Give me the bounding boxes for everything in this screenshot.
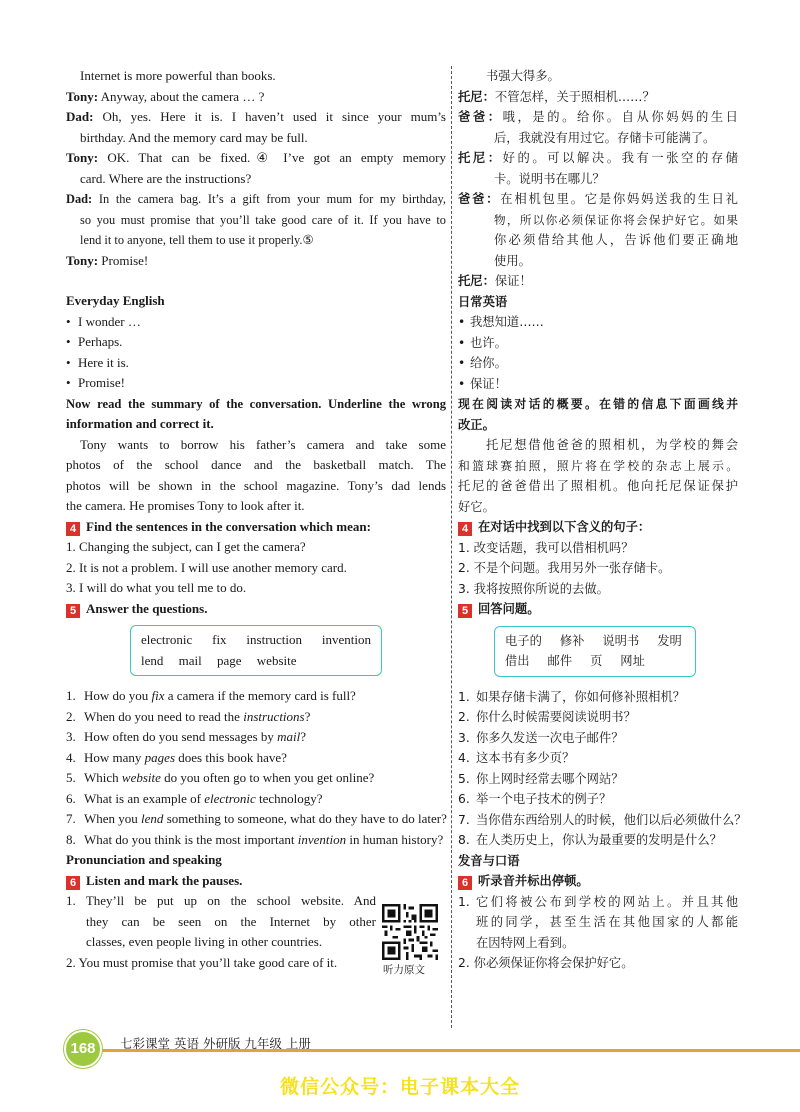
- question-list: [458, 687, 747, 851]
- dialogue-line: 托尼：保证！: [458, 274, 532, 288]
- summary-instruction: information and correct it.: [66, 416, 214, 431]
- question-item: 5. Which website do you often go to when you get online?: [66, 770, 375, 785]
- dialogue-line: 卡。说明书在哪儿？: [494, 171, 605, 186]
- question-item: 3. 你多久发送一次电子邮件？: [458, 730, 624, 745]
- chinese-column: [458, 66, 747, 974]
- dialogue-line: Dad: Oh, yes. Here it is. I haven’t used it since your mum’s: [66, 109, 446, 124]
- exercise-number-badge: 6: [458, 876, 472, 890]
- list-item: 1. They’ll be put up on the school website. And they can be seen on the Internet by other classes, even people living in other countries.: [66, 893, 376, 949]
- dialogue-line: 物，所以你必须保证你将会保护好它。如果: [494, 212, 738, 227]
- vocab-word: 邮件: [547, 654, 573, 668]
- dialogue-line: Tony: OK. That can be fixed.④ I’ve got an empty memory: [66, 150, 447, 165]
- exercise-6-heading: 6 听录音并标出停顿。: [458, 871, 738, 892]
- qr-code-icon[interactable]: [382, 904, 438, 960]
- speaker-tony: 托尼：: [458, 274, 495, 288]
- dialogue-line: Internet is more powerful than books.: [80, 68, 276, 83]
- vocab-word: 网址: [620, 654, 645, 668]
- vocabulary-box: [130, 625, 382, 676]
- pronunciation-heading: 发音与口语: [458, 853, 520, 868]
- dialogue-line: birthday. And the memory card may be full.: [80, 129, 308, 145]
- speaker-tony: Tony:: [66, 88, 99, 104]
- exercise-5-heading: 5 Answer the questions.: [66, 599, 446, 620]
- list-item: 2. It is not a problem. I will use another memory card.: [66, 559, 347, 575]
- exercise-number-badge: 5: [458, 604, 472, 618]
- english-column: [66, 66, 446, 973]
- exercise-5-heading: 5 回答问题。: [458, 599, 738, 620]
- exercise-number-badge: 4: [458, 522, 472, 536]
- vocab-word: electronic: [141, 632, 193, 647]
- speaker-tony: 托尼：: [458, 151, 503, 165]
- dialogue-line: 托尼：不管怎样，关于照相机……？: [458, 89, 655, 104]
- list-item: 2. You must promise that you’ll take good care of it.: [66, 954, 338, 970]
- dialogue-line: so you must promise that you’ll take good care of it. If you have to: [80, 212, 446, 227]
- question-item: 7. 当你借东西给别人的时候，他们以后必须做什么？: [458, 812, 747, 827]
- dialogue-line: 爸爸：哦，是的。给你。自从你妈妈的生日: [458, 110, 738, 124]
- column-divider: [451, 66, 452, 1028]
- everyday-list: [66, 312, 446, 394]
- speaker-dad: Dad:: [66, 109, 94, 124]
- summary-line: 托尼的爸爸借出了照相机。他向托尼保证保护: [458, 479, 738, 493]
- vocab-row: [141, 630, 371, 651]
- question-item: 3. How often do you send messages by mail?: [66, 729, 307, 744]
- question-item: 2. When do you need to read the instructions?: [66, 708, 311, 724]
- page-number: 168: [64, 1030, 102, 1068]
- exercise-4-heading: 4 Find the sentences in the conversation which mean:: [66, 517, 446, 538]
- speaker-dad: 爸爸：: [458, 192, 501, 206]
- question-item: 6. What is an example of electronic technology?: [66, 790, 323, 806]
- dialogue-line: 爸爸：在相机包里。它是你妈妈送我的生日礼: [458, 192, 738, 206]
- vocab-word: instruction: [246, 632, 303, 647]
- question-item: 1. How do you fix a camera if the memory card is full?: [66, 688, 356, 703]
- list-item: 3. 我将按照你所说的去做。: [458, 581, 609, 596]
- dialogue-line: 你必须借给其他人，告诉他们要正确地: [494, 233, 738, 247]
- vocab-row: [505, 631, 685, 652]
- vocab-word: 页: [590, 654, 603, 668]
- vocab-word: page: [217, 652, 242, 668]
- dialogue-line: 书强大得多。: [486, 69, 560, 83]
- dialogue: [66, 66, 446, 271]
- watermark: 微信公众号：电子课本大全: [279, 1076, 520, 1098]
- summary-line: photos of the school dance and the basketball match. The: [66, 457, 446, 472]
- pronunciation-heading: Pronunciation and speaking: [66, 852, 222, 867]
- list-item: • Here it is.: [66, 354, 129, 370]
- question-item: 8. 在人类历史上，你认为最重要的发明是什么？: [458, 833, 722, 847]
- vocab-word: 发明: [657, 633, 682, 648]
- question-item: 8. What do you think is the most important invention in human history?: [66, 831, 444, 847]
- list-item: 3. I will do what you tell me to do.: [66, 580, 247, 595]
- dialogue-line: 使用。: [494, 253, 531, 268]
- list-item: 1. 它们将被公布到学校的网站上。并且其他 班的同学，甚至生活在其他国家的人都能 在因特网上看到。: [458, 894, 738, 950]
- list-item: • 给你。: [458, 356, 507, 370]
- vocab-row: [141, 651, 371, 672]
- question-item: 5. 你上网时经常去哪个网站？: [458, 771, 624, 786]
- exercise-number-badge: 5: [66, 604, 80, 618]
- vocab-word: mail: [178, 652, 202, 668]
- list-item: • I wonder …: [66, 313, 141, 329]
- list-item: 2. 不是个问题。我用另外一张存储卡。: [458, 561, 671, 575]
- summary-line: Tony wants to borrow his father’s camera and take some: [80, 436, 446, 452]
- dialogue-line: card. Where are the instructions?: [80, 170, 252, 186]
- list-item: • Promise!: [66, 375, 125, 390]
- speaker-tony: 托尼：: [458, 89, 495, 104]
- question-item: 7. When you lend something to someone, what do they have to do later?: [66, 811, 447, 826]
- everyday-list: [458, 312, 738, 394]
- speaker-tony: Tony:: [66, 150, 99, 165]
- list-item: • 保证！: [458, 376, 507, 391]
- dialogue-line: 后，我就没有用过它。存储卡可能满了。: [494, 130, 716, 145]
- exercise-number-badge: 6: [66, 876, 80, 890]
- summary-instruction: 现在阅读对话的概要。在错的信息下面画线并: [458, 397, 738, 411]
- vocab-word: fix: [212, 632, 227, 647]
- summary-instruction: 改正。: [458, 417, 495, 432]
- dialogue: [458, 66, 738, 292]
- list-item: 1. 改变话题，我可以借相机吗？: [458, 540, 634, 555]
- list-item: 1. Changing the subject, can I get the camera?: [66, 539, 306, 554]
- everyday-english-heading: Everyday English: [66, 293, 165, 308]
- vocab-word: 电子的: [505, 633, 542, 648]
- summary-line: the camera. He promises Tony to look after it.: [66, 498, 305, 513]
- vocabulary-box: [494, 626, 696, 677]
- vocab-word: 修补: [559, 633, 585, 648]
- qr-caption: 听力原文: [383, 964, 425, 976]
- everyday-english-heading: 日常英语: [458, 294, 508, 309]
- vocab-row: [505, 651, 685, 672]
- question-list: [66, 686, 446, 850]
- exercise-4-heading: 4 在对话中找到以下含义的句子：: [458, 517, 738, 538]
- speaker-tony: Tony:: [66, 252, 99, 268]
- dialogue-line: 托尼：好的。可以解决。我有一张空的存储: [458, 151, 738, 165]
- dialogue-line: Tony: Anyway, about the camera … ?: [66, 88, 265, 104]
- list-item: 2. 你必须保证你将会保护好它。: [458, 956, 634, 970]
- list-item: • 也许。: [458, 335, 507, 350]
- question-item: 1. 如果存储卡满了，你如何修补照相机？: [458, 689, 686, 704]
- summary-line: 和篮球赛拍照，照片将在学校的杂志上展示。: [458, 458, 738, 473]
- vocab-word: invention: [321, 632, 371, 647]
- vocab-word: lend: [141, 652, 164, 668]
- list-item: • Perhaps.: [66, 334, 123, 349]
- dialogue-line: lend it to anyone, tell them to use it properly.⑤: [80, 233, 314, 247]
- summary-line: 好它。: [458, 499, 495, 514]
- book-title: 七彩课堂 英语 外研版 九年级 上册: [120, 1036, 311, 1051]
- vocab-word: 借出: [505, 654, 530, 668]
- summary-text: [458, 435, 738, 517]
- summary-text: [66, 435, 446, 517]
- summary-line: 托尼想借他爸爸的照相机，为学校的舞会: [486, 438, 738, 452]
- question-item: 4. How many pages does this book have?: [66, 749, 287, 765]
- exercise-number-badge: 4: [66, 522, 80, 536]
- vocab-word: website: [256, 652, 297, 668]
- summary-instruction: Now read the summary of the conversation. Underline the wrong: [66, 396, 446, 411]
- dialogue-line: Tony: Promise!: [66, 252, 149, 268]
- exercise-6-heading: 6 Listen and mark the pauses.: [66, 871, 446, 892]
- list-item: • 我想知道……: [458, 315, 544, 329]
- question-item: 6. 举一个电子技术的例子？: [458, 792, 612, 806]
- dialogue-line: Dad: In the camera bag. It’s a gift from your mum for my birthday,: [66, 192, 446, 206]
- question-item: 2. 你什么时候需要阅读说明书？: [458, 710, 636, 724]
- speaker-dad: 爸爸：: [458, 110, 503, 124]
- speaker-dad: Dad:: [66, 192, 93, 206]
- vocab-word: 说明书: [602, 633, 640, 648]
- question-item: 4. 这本书有多少页？: [458, 751, 575, 765]
- summary-line: photos will be shown in the school magazine. Tony’s dad lends: [66, 477, 446, 493]
